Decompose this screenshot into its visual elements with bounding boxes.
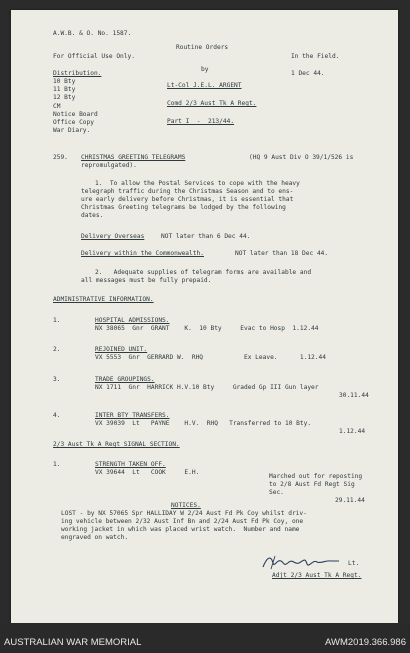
- item-number: 259.: [53, 154, 68, 161]
- signature-rank: Lt.: [348, 560, 360, 567]
- item-number: 1.: [53, 461, 61, 468]
- paragraph-line: ing vehicle between 2/32 Aust Inf Bn and 2/24 Aust Fd Pk Coy, one: [61, 518, 304, 525]
- footer-accession-number: AWM2019.366.986: [325, 637, 406, 648]
- distribution-item: 11 Bty: [53, 86, 76, 93]
- item-number: 2.: [53, 346, 61, 353]
- signature-appointment: Adjt 2/3 Aust Tk A Regt.: [272, 572, 362, 579]
- item-heading: STRENGTH TAKEN OFF.: [95, 461, 166, 468]
- item-entry-date: 30.11.44: [339, 392, 369, 399]
- paragraph-line: LOST - by NX 57065 Spr HALLIDAY W 2/24 Aust Fd Pk Coy whilst driv-: [61, 510, 307, 517]
- part-number: Part I - 213/44.: [167, 118, 235, 125]
- paragraph-line: telegraph traffic during the Christmas Season and to ens-: [81, 188, 294, 195]
- item-entry: VX 39644 Lt COOK E.H.: [95, 469, 200, 476]
- paragraph-line: all messages must be fully prepaid.: [81, 277, 212, 284]
- paragraph-line: working jacket in which was placed wrist watch. Number and name: [61, 526, 300, 533]
- handwritten-signature: [261, 553, 341, 571]
- item-entry-date: 1.12.44: [339, 428, 366, 435]
- section-heading: CHRISTMAS GREETING TELEGRAMS: [81, 154, 186, 161]
- item-heading: INTER BTY TRANSFERS.: [95, 412, 170, 419]
- paragraph-line: dates.: [81, 212, 104, 219]
- item-number: 4.: [53, 412, 61, 419]
- delivery-commonwealth-date: NOT later than 18 Dec 44.: [235, 250, 329, 257]
- item-number: 1.: [53, 317, 61, 324]
- reference-note: repromulgated).: [81, 162, 137, 169]
- item-entry: Sec.: [269, 489, 284, 496]
- paragraph-line: 2. Adequate supplies of telegram forms are available and: [95, 269, 312, 276]
- command-line: Comd 2/3 Aust Tk A Regt.: [167, 100, 257, 107]
- item-entry: Marched out for reposting: [269, 473, 363, 480]
- distribution-item: War Diary.: [53, 127, 91, 134]
- item-entry-date: 29.11.44: [335, 497, 365, 504]
- item-heading: REJOINED UNIT.: [95, 346, 148, 353]
- item-entry: VX 5553 Gnr GERRARD W. RHQ Ex Leave. 1.12.44: [95, 354, 326, 361]
- reference-note: (HQ 9 Aust Div O 39/1/526 is: [249, 154, 354, 161]
- by-label: by: [201, 66, 209, 73]
- item-entry: NX 38065 Gnr GRANT K. 10 Bty Evac to Hosp 1.12.44: [95, 325, 319, 332]
- distribution-item: Office Copy: [53, 119, 94, 126]
- paragraph-line: ure early delivery before Christmas, it is essential that: [81, 196, 294, 203]
- distribution-item: Notice Board: [53, 111, 98, 118]
- notices-heading: NOTICES.: [171, 502, 201, 509]
- order-date: 1 Dec 44.: [291, 70, 325, 77]
- paragraph-line: engraved on watch.: [61, 534, 129, 541]
- delivery-overseas-label: Delivery Overseas: [81, 233, 145, 240]
- footer-institution: AUSTRALIAN WAR MEMORIAL: [4, 637, 142, 648]
- item-heading: TRADE GROUPINGS.: [95, 376, 155, 383]
- place-label: In the Field.: [291, 53, 340, 60]
- archive-footer: [0, 623, 410, 653]
- item-number: 3.: [53, 376, 61, 383]
- delivery-commonwealth-label: Delivery within the Commonwealth.: [81, 250, 204, 257]
- signal-section-heading: 2/3 Aust Tk A Regt SIGNAL SECTION.: [53, 441, 180, 448]
- distribution-item: CM: [53, 103, 61, 110]
- item-entry: VX 39039 Lt PAYNE H.V. RHQ Transferred to 10 Bty.: [95, 420, 312, 427]
- distribution-title: Distribution.: [53, 70, 102, 77]
- item-heading: HOSPITAL ADMISSIONS.: [95, 317, 170, 324]
- paragraph-line: Christmas Greeting telegrams be lodged by the following: [81, 204, 286, 211]
- paragraph-line: 1. To allow the Postal Services to cope with the heavy: [95, 180, 300, 187]
- delivery-overseas-date: NOT later than 6 Dec 44.: [161, 233, 251, 240]
- distribution-item: 12 Bty: [53, 94, 76, 101]
- official-use-label: For Official Use Only.: [53, 53, 135, 60]
- distribution-item: 10 Bty: [53, 78, 76, 85]
- order-reference: A.W.B. & O. No. 1587.: [53, 30, 132, 37]
- item-entry: NX 1711 Gnr HARRICK H.V.10 Bty Graded Gp III Gun layer: [95, 384, 319, 391]
- admin-heading: ADMINISTRATIVE INFORMATION.: [53, 296, 154, 303]
- document-page: [11, 10, 398, 623]
- item-entry: to 2/8 Aust Fd Regt Sig: [269, 481, 355, 488]
- routine-orders-title: Routine Orders: [176, 44, 229, 51]
- officer-name: Lt-Col J.E.L. ARGENT: [167, 82, 242, 89]
